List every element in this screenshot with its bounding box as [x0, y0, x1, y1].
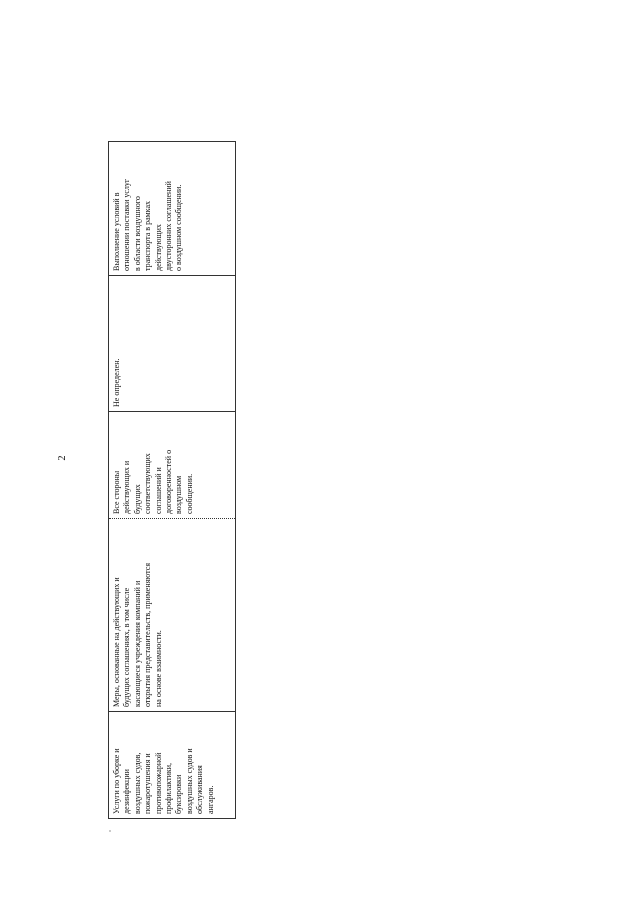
- measures-table-row: [108, 141, 236, 819]
- page-number: 2: [57, 455, 68, 461]
- scan-speck: [109, 830, 111, 832]
- measures-description-cell: Меры, основанные на действующих и будущих соглашениях, в том числе касающиеся учреждения компаний и открытия представительств, применяются на основе взаимности.: [109, 518, 235, 711]
- duration-cell: Не определен.: [109, 275, 235, 411]
- service-description-cell: Услуги по уборке и дезинфекции воздушных судов, пожаротушения и противопожарной профилактики, буксировки воздушных судов и обслуживания ангаров.: [109, 711, 235, 818]
- countries-applicable-cell: Все стороны действующих и будущих соответствующих соглашений и договоренностей о воздушном сообщении.: [109, 411, 235, 518]
- conditions-cell: Выполнение условий в отношении поставки услуг в области воздушного транспорта в рамках действующих двусторонних соглашений о воздушном сообщении.: [112, 178, 184, 271]
- rotated-table-wrapper: [108, 141, 236, 819]
